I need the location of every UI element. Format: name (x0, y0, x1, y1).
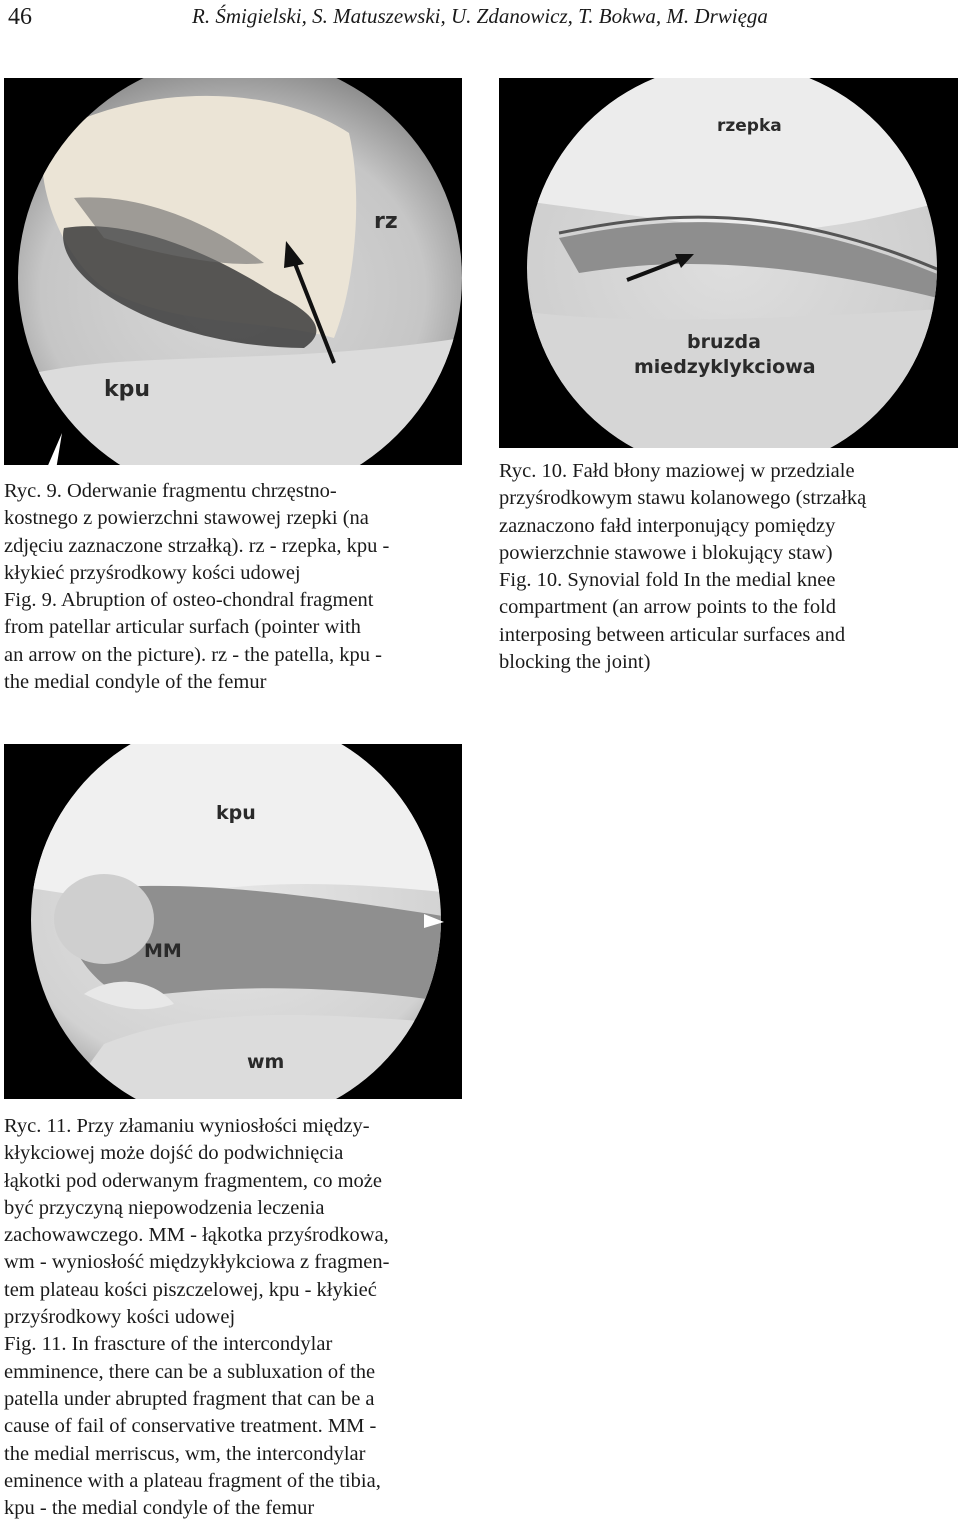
figure-9-arthroscopy-image (4, 78, 462, 465)
figure-11-caption (4, 1113, 389, 1522)
caption-line: interposing between articular surfaces and (499, 623, 846, 646)
page-number: 46 (8, 4, 32, 30)
caption-line: Ryc. 10. Fałd błony maziowej w przedziale (499, 460, 855, 482)
figure-9-label-kpu: kpu (104, 377, 151, 402)
caption-line: przyśrodkowym stawu kolanowego (strzałką (499, 487, 867, 510)
figure-10-caption (499, 458, 866, 676)
caption-line: zdjęciu zaznaczone strzałką). rz - rzepka, kpu - (4, 534, 390, 557)
caption-line: the medial condyle of the femur (4, 671, 267, 694)
caption-line: Ryc. 11. Przy złamaniu wyniosłości między- (4, 1115, 370, 1137)
figure-10-label-rzepka: rzepka (717, 116, 782, 136)
caption-line: an arrow on the picture). rz - the patella, kpu - (4, 643, 382, 666)
caption-line: blocking the joint) (499, 651, 651, 674)
caption-line: przyśrodkowy kości udowej (4, 1306, 236, 1329)
caption-line: kłykieć przyśrodkowy kości udowej (4, 561, 301, 584)
caption-line: kpu - the medial condyle of the femur (4, 1497, 315, 1520)
caption-line: kostnego z powierzchni stawowej rzepki (na (4, 507, 369, 530)
figure-11-label-kpu: kpu (216, 802, 256, 824)
caption-line: patella under abrupted fragment that can be a (4, 1387, 375, 1410)
caption-line: compartment (an arrow points to the fold (499, 596, 837, 619)
caption-line: the medial merriscus, wm, the intercondylar (4, 1442, 366, 1465)
caption-line: Ryc. 9. Oderwanie fragmentu chrzęstno- (4, 480, 337, 502)
figure-11-label-wm: wm (247, 1051, 285, 1073)
caption-line: wm - wyniosłość międzykłykciowa z fragmen- (4, 1251, 390, 1274)
caption-line: emminence, there can be a subluxation of the (4, 1360, 376, 1383)
caption-line: tem plateau kości piszczelowej, kpu - kłykieć (4, 1278, 377, 1301)
caption-line: eminence with a plateau fragment of the tibia, (4, 1469, 381, 1492)
caption-line: powierzchnie stawowe i blokujący staw) (499, 541, 833, 564)
figure-9-label-rz: rz (374, 209, 398, 234)
caption-line: Fig. 10. Synovial fold In the medial knee (499, 569, 836, 592)
caption-line: from patellar articular surfach (pointer with (4, 616, 361, 639)
caption-line: cause of fail of conservative treatment. MM - (4, 1415, 377, 1438)
caption-line: być przyczyną niepowodzenia leczenia (4, 1196, 325, 1219)
caption-line: łąkotki pod oderwanym fragmentem, co może (4, 1169, 382, 1192)
figure-10-arthroscopy-image (499, 78, 958, 448)
caption-line: kłykciowej może dojść do podwichnięcia (4, 1142, 344, 1165)
caption-line: zachowawczego. MM - łąkotka przyśrodkowa, (4, 1224, 389, 1247)
figure-11-arthroscopy-image (4, 744, 462, 1099)
caption-line: zaznaczono fałd interponujący pomiędzy (499, 514, 836, 537)
caption-line: Fig. 11. In frascture of the intercondylar (4, 1333, 333, 1356)
figure-10-label-bruzda: bruzda (687, 331, 761, 353)
figure-10-label-miedzyklykciowa: miedzyklykciowa (634, 356, 816, 378)
figure-11-label-mm: MM (144, 940, 182, 962)
running-head-authors: R. Śmigielski, S. Matuszewski, U. Zdanowicz, T. Bokwa, M. Drwięga (192, 4, 768, 28)
caption-line: Fig. 9. Abruption of osteo-chondral fragment (4, 589, 374, 612)
figure-9-caption (4, 478, 389, 696)
